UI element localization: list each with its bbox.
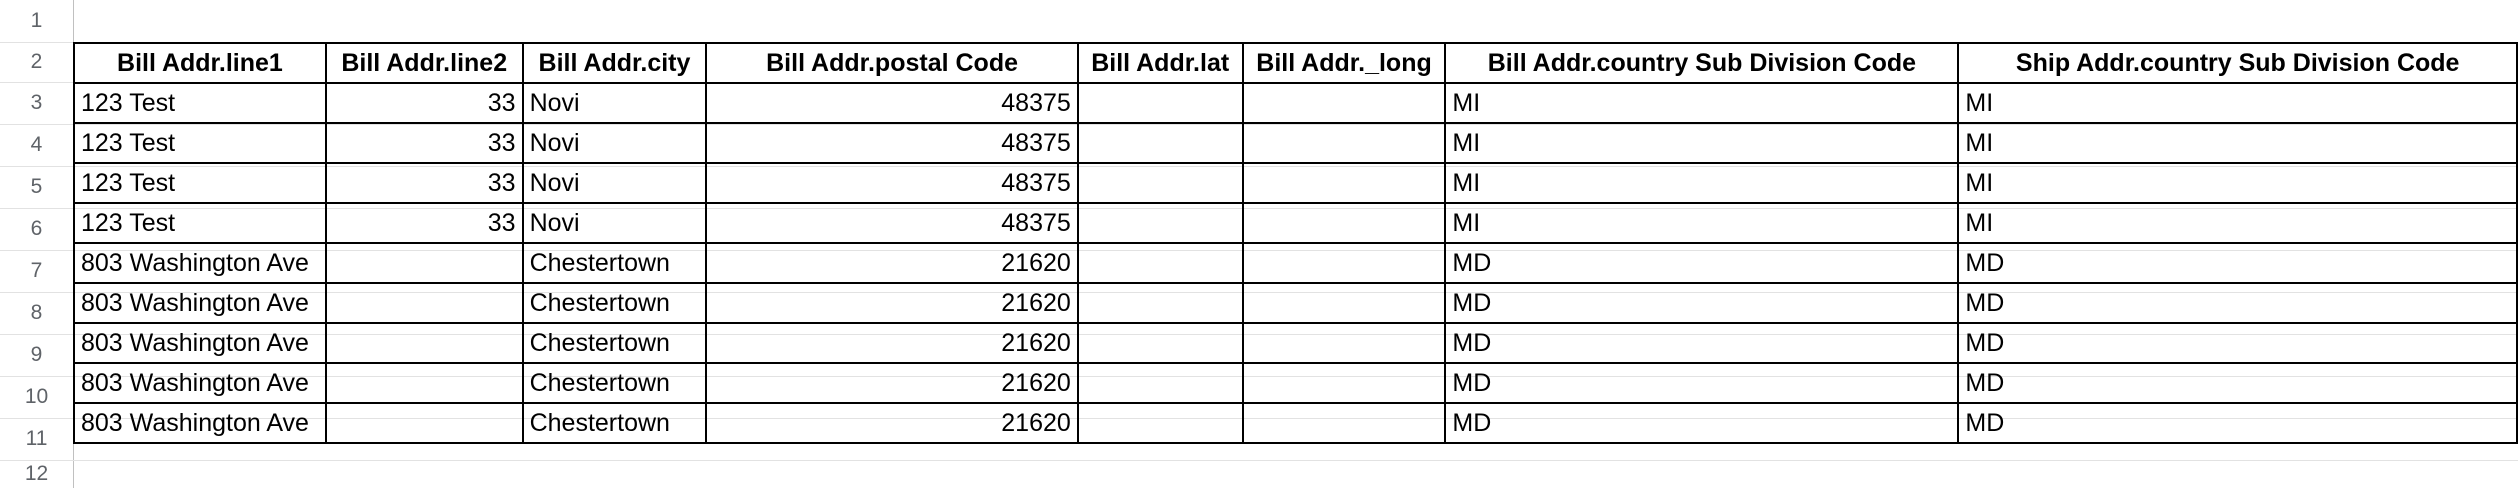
table-cell[interactable]: 48375: [706, 123, 1077, 163]
table-cell[interactable]: [1078, 403, 1243, 443]
header-row: [74, 43, 2517, 83]
table-cell[interactable]: [326, 403, 523, 443]
table-cell[interactable]: 803 Washington Ave: [74, 243, 326, 283]
table-cell[interactable]: Novi: [523, 83, 707, 123]
table-row: [74, 83, 2517, 123]
table-cell[interactable]: Chestertown: [523, 323, 707, 363]
table-cell[interactable]: MI: [1958, 123, 2517, 163]
row-number[interactable]: 2: [30, 50, 43, 73]
table-cell[interactable]: [1243, 323, 1446, 363]
table-row: [74, 323, 2517, 363]
table-cell[interactable]: [1078, 163, 1243, 203]
row-number[interactable]: 12: [24, 462, 49, 485]
row-number[interactable]: 1: [30, 9, 43, 32]
row-gridline: [0, 460, 2518, 461]
table-cell[interactable]: MD: [1445, 403, 1958, 443]
table-cell[interactable]: [1243, 243, 1446, 283]
table-cell[interactable]: 123 Test: [74, 83, 326, 123]
table-cell[interactable]: MD: [1445, 243, 1958, 283]
table-cell[interactable]: 803 Washington Ave: [74, 363, 326, 403]
row-number[interactable]: 10: [24, 385, 49, 408]
table-cell[interactable]: [1078, 123, 1243, 163]
row-number[interactable]: 8: [30, 301, 43, 324]
table-cell[interactable]: Novi: [523, 163, 707, 203]
table-cell[interactable]: MD: [1958, 363, 2517, 403]
table-cell[interactable]: 803 Washington Ave: [74, 323, 326, 363]
row-number[interactable]: 7: [30, 259, 43, 282]
table-row: [74, 203, 2517, 243]
table-body: [74, 83, 2517, 443]
table-cell[interactable]: MI: [1445, 83, 1958, 123]
table-cell[interactable]: 33: [326, 163, 523, 203]
table-cell[interactable]: 803 Washington Ave: [74, 283, 326, 323]
table-cell[interactable]: MD: [1958, 323, 2517, 363]
row-number[interactable]: 3: [30, 91, 43, 114]
table-cell[interactable]: [1243, 203, 1446, 243]
table-cell[interactable]: [326, 363, 523, 403]
column-header-cell[interactable]: Bill Addr.country Sub Division Code: [1445, 43, 1958, 83]
table-cell[interactable]: [1078, 203, 1243, 243]
table-cell[interactable]: 21620: [706, 283, 1077, 323]
table-cell[interactable]: MD: [1958, 283, 2517, 323]
row-number[interactable]: 4: [30, 133, 43, 156]
table-cell[interactable]: [1078, 83, 1243, 123]
table-cell[interactable]: Chestertown: [523, 243, 707, 283]
table-cell[interactable]: [326, 323, 523, 363]
table-cell[interactable]: Chestertown: [523, 283, 707, 323]
table-row: [74, 243, 2517, 283]
row-number[interactable]: 6: [30, 217, 43, 240]
table-cell[interactable]: MD: [1445, 323, 1958, 363]
table-cell[interactable]: [1243, 403, 1446, 443]
table-cell[interactable]: Novi: [523, 203, 707, 243]
table-cell[interactable]: Novi: [523, 123, 707, 163]
table-cell[interactable]: 33: [326, 203, 523, 243]
row-number[interactable]: 11: [25, 427, 48, 450]
table-cell[interactable]: [1078, 363, 1243, 403]
table-cell[interactable]: MI: [1445, 203, 1958, 243]
table-row: [74, 123, 2517, 163]
table-cell[interactable]: [1243, 163, 1446, 203]
table-cell[interactable]: [326, 243, 523, 283]
column-header-cell[interactable]: Bill Addr.line1: [74, 43, 326, 83]
data-table: [73, 42, 2518, 444]
table-cell[interactable]: MI: [1958, 163, 2517, 203]
table-cell[interactable]: MI: [1958, 203, 2517, 243]
column-header-cell[interactable]: Ship Addr.country Sub Division Code: [1958, 43, 2517, 83]
table-cell[interactable]: MI: [1445, 123, 1958, 163]
table-cell[interactable]: [1243, 123, 1446, 163]
column-header-cell[interactable]: Bill Addr.lat: [1078, 43, 1243, 83]
table-cell[interactable]: 123 Test: [74, 203, 326, 243]
table-cell[interactable]: [1078, 323, 1243, 363]
column-header-cell[interactable]: Bill Addr.line2: [326, 43, 523, 83]
table-cell[interactable]: 48375: [706, 163, 1077, 203]
table-row: [74, 363, 2517, 403]
table-cell[interactable]: [1078, 283, 1243, 323]
table-row: [74, 403, 2517, 443]
table-cell[interactable]: Chestertown: [523, 363, 707, 403]
row-number[interactable]: 5: [30, 175, 43, 198]
table-cell[interactable]: 33: [326, 83, 523, 123]
table-cell[interactable]: [1243, 83, 1446, 123]
column-header-cell[interactable]: Bill Addr.city: [523, 43, 707, 83]
table-cell[interactable]: 21620: [706, 363, 1077, 403]
table-cell[interactable]: 48375: [706, 203, 1077, 243]
table-cell[interactable]: 803 Washington Ave: [74, 403, 326, 443]
table-cell[interactable]: [1078, 243, 1243, 283]
table-cell[interactable]: [326, 283, 523, 323]
table-cell[interactable]: MD: [1958, 403, 2517, 443]
table-cell[interactable]: 48375: [706, 83, 1077, 123]
table-cell[interactable]: MI: [1445, 163, 1958, 203]
table-cell[interactable]: MD: [1445, 363, 1958, 403]
table-cell[interactable]: 21620: [706, 243, 1077, 283]
table-cell[interactable]: 123 Test: [74, 163, 326, 203]
table-cell[interactable]: 21620: [706, 323, 1077, 363]
table-cell[interactable]: [1243, 283, 1446, 323]
table-cell[interactable]: MD: [1958, 243, 2517, 283]
table-cell[interactable]: 21620: [706, 403, 1077, 443]
table-row: [74, 163, 2517, 203]
table-cell[interactable]: MI: [1958, 83, 2517, 123]
table-cell[interactable]: 33: [326, 123, 523, 163]
table-cell[interactable]: [1243, 363, 1446, 403]
row-number[interactable]: 9: [30, 343, 43, 366]
table-row: [74, 283, 2517, 323]
column-header-cell[interactable]: Bill Addr._long: [1243, 43, 1446, 83]
column-header-cell[interactable]: Bill Addr.postal Code: [706, 43, 1077, 83]
table-cell[interactable]: Chestertown: [523, 403, 707, 443]
table-cell[interactable]: 123 Test: [74, 123, 326, 163]
table-cell[interactable]: MD: [1445, 283, 1958, 323]
